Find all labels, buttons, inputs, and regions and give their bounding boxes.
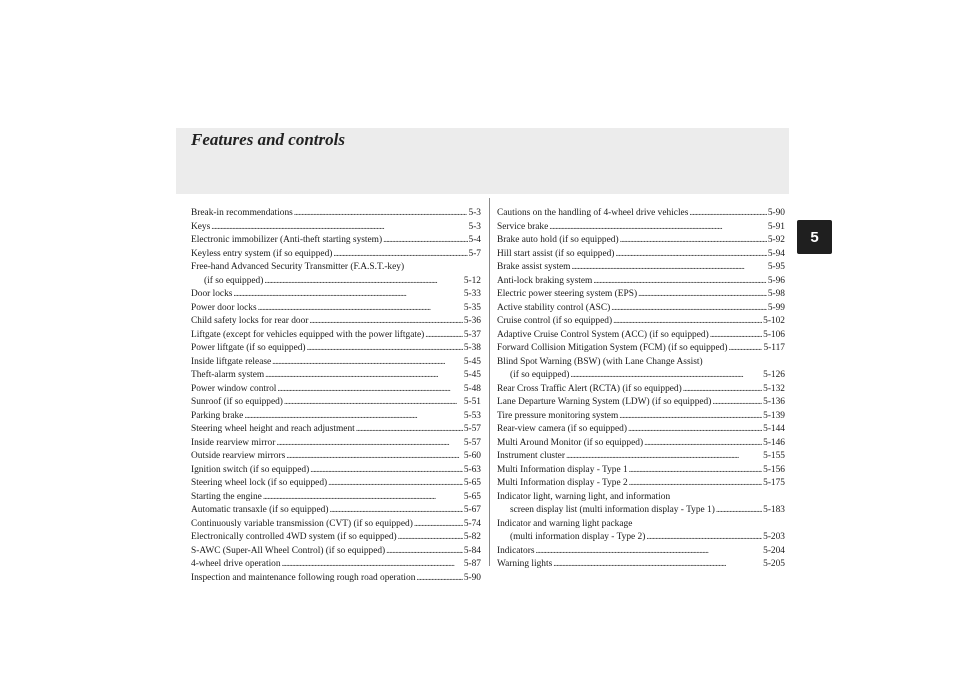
toc-line [191,450,481,464]
toc-line [497,261,785,275]
toc-page-number: 5-57 [463,424,481,434]
toc-line [191,356,481,370]
toc-leader-dots [263,491,463,505]
toc-leader-dots [712,396,762,410]
toc-line [497,423,785,437]
toc-entry[interactable] [497,383,785,397]
toc-leader-dots [286,450,463,464]
toc-leader-dots [570,369,762,383]
toc-page-number: 5-7 [468,248,481,259]
toc-line [191,275,481,289]
toc-entry[interactable] [191,464,481,478]
toc-leader-dots [272,356,463,370]
toc-line [191,221,481,235]
toc-page-number: 5-35 [463,302,481,313]
toc-entry-title: Rear Cross Traffic Alert (RCTA) (if so equipped) [497,383,682,394]
toc-page-number: 5-53 [463,410,481,421]
toc-entry[interactable] [191,248,481,262]
toc-page-number: 5-98 [767,289,785,299]
toc-entry-title: (if so equipped) [204,275,264,286]
toc-leader-dots [593,275,767,289]
toc-page-number: 5-204 [763,545,785,556]
toc-entry-title: (if so equipped) [510,370,570,380]
toc-entry[interactable] [497,342,785,356]
toc-entry-title: Automatic transaxle (if so equipped) [191,505,329,515]
toc-line [191,410,481,424]
toc-entry[interactable] [191,261,481,288]
toc-leader-dots [716,504,762,518]
toc-leader-dots [629,464,762,478]
toc-line [191,518,481,532]
toc-leader-dots [258,302,463,316]
toc-entry-title: Adaptive Cruise Control System (ACC) (if so equipped) [497,329,709,340]
toc-page-number: 5-90 [463,572,481,583]
toc-page-number: 5-155 [763,451,785,461]
toc-leader-dots [611,302,767,316]
toc-page-number: 5-57 [463,437,481,448]
toc-page-number: 5-94 [767,248,785,259]
toc-page-number: 5-139 [763,410,785,421]
toc-line [497,248,785,262]
toc-page-number: 5-63 [463,464,481,475]
toc-page-number: 5-4 [468,235,481,245]
toc-line [191,383,481,397]
toc-entry-title: Electronically controlled 4WD system (if so equipped) [191,532,397,542]
toc-page-number: 5-65 [463,491,481,502]
toc-line [497,531,785,545]
toc-line [497,221,785,235]
toc-line [191,234,481,248]
toc-line [497,450,785,464]
toc-page-number: 5-48 [463,383,481,394]
toc-line [191,396,481,410]
section-title: Features and controls [191,130,345,149]
toc-leader-dots [628,423,762,437]
toc-entry[interactable] [191,383,481,397]
toc-page-number: 5-117 [763,343,785,353]
toc-entry-title: Power door locks [191,302,257,313]
toc-page-number: 5-183 [763,505,785,515]
toc-page-number: 5-92 [767,235,785,245]
toc-entry-title: Inspection and maintenance following rough road operation [191,572,416,583]
toc-entry[interactable] [191,288,481,302]
toc-leader-dots [638,288,767,302]
toc-entry[interactable] [191,450,481,464]
toc-leader-dots [356,423,463,437]
toc-entry-title: 4-wheel drive operation [191,559,281,569]
toc-entry-title: Parking brake [191,410,244,421]
toc-entry-title: Keyless entry system (if so equipped) [191,248,333,259]
toc-leader-dots [566,450,762,464]
toc-line [497,518,785,532]
toc-entry-title: Forward Collision Mitigation System (FCM) (if so equipped) [497,343,728,353]
toc-entry[interactable] [497,207,785,221]
toc-line [191,315,481,329]
toc-entry-title: Tire pressure monitoring system [497,410,619,421]
toc-entry[interactable] [497,315,785,329]
toc-page-number: 5-144 [763,424,785,434]
toc-entry-title: Multi Information display - Type 1 [497,464,628,475]
toc-line [191,329,481,343]
toc-entry-title: Service brake [497,221,549,232]
toc-entry[interactable] [497,450,785,464]
toc-leader-dots [646,531,762,545]
toc-entry-title: Outside rearview mirrors [191,451,286,461]
toc-line [497,329,785,343]
toc-entry[interactable] [497,410,785,424]
toc-line [497,396,785,410]
toc-entry-title: Rear-view camera (if so equipped) [497,424,627,434]
toc-entry[interactable] [191,234,481,248]
toc-entry[interactable] [497,302,785,316]
toc-entry[interactable] [497,329,785,343]
toc-page-number: 5-45 [463,370,481,380]
toc-leader-dots [619,410,762,424]
toc-line [191,558,481,572]
toc-leader-dots [629,477,762,491]
toc-leader-dots [644,437,762,451]
toc-entry[interactable] [191,356,481,370]
toc-entry-title: Electronic immobilizer (Anti-theft starting system) [191,235,383,245]
toc-leader-dots [683,383,762,397]
toc-line [497,491,785,505]
toc-leader-dots [276,437,462,451]
toc-leader-dots [553,558,762,572]
toc-page-number: 5-82 [463,532,481,542]
toc-page-number: 5-33 [463,289,481,299]
toc-line [191,464,481,478]
toc-page-number: 5-36 [463,316,481,326]
toc-entry-title: Inside rearview mirror [191,437,276,448]
toc-entry[interactable] [191,315,481,329]
toc-page-number: 5-74 [463,518,481,529]
toc-entry[interactable] [191,342,481,356]
toc-entry-title: Brake auto hold (if so equipped) [497,235,619,245]
toc-leader-dots [211,221,467,235]
toc-line [497,207,785,221]
toc-entry[interactable] [497,275,785,289]
toc-entry-title: Blind Spot Warning (BSW) (with Lane Change Assist) [497,356,703,367]
toc-entry[interactable] [191,369,481,383]
toc-entry-title: Power window control [191,383,277,394]
toc-entry-title: Indicator light, warning light, and information [497,491,671,502]
toc-leader-dots [620,234,767,248]
toc-line [497,315,785,329]
toc-page-number: 5-87 [463,559,481,569]
toc-line [191,545,481,559]
toc-line [497,410,785,424]
toc-leader-dots [284,396,463,410]
toc-page-number: 5-205 [763,559,785,569]
toc-entry-title: Cruise control (if so equipped) [497,316,613,326]
toc-line [497,234,785,248]
toc-entry-title: Theft-alarm system [191,370,265,380]
toc-entry[interactable] [497,491,785,518]
toc-line [191,248,481,262]
toc-entry[interactable] [191,477,481,491]
toc-entry[interactable] [191,329,481,343]
toc-leader-dots [329,504,462,518]
toc-page-number: 5-65 [463,478,481,488]
toc-leader-dots [277,383,462,397]
toc-entry[interactable] [497,558,785,572]
toc-line [497,437,785,451]
toc-page-number: 5-60 [463,451,481,461]
toc-entry[interactable] [191,572,481,586]
toc-entry-title: Warning lights [497,559,553,569]
toc-leader-dots [728,342,762,356]
toc-entry-title: S-AWC (Super-All Wheel Control) (if so equipped) [191,545,386,556]
toc-page-number: 5-136 [763,397,785,407]
toc-entry[interactable] [191,207,481,221]
toc-entry-title: Lane Departure Warning System (LDW) (if so equipped) [497,397,712,407]
toc-entry[interactable] [497,477,785,491]
toc-entry[interactable] [497,464,785,478]
toc-line [497,275,785,289]
toc-leader-dots [571,261,766,275]
toc-entry-title: Indicator and warning light package [497,518,633,529]
toc-line [191,423,481,437]
toc-entry[interactable] [191,396,481,410]
column-divider [489,198,490,566]
toc-entry[interactable] [497,396,785,410]
toc-entry[interactable] [191,531,481,545]
toc-entry-title: Door locks [191,289,233,299]
toc-line [191,302,481,316]
toc-entry-title: Power liftgate (if so equipped) [191,343,306,353]
toc-page-number: 5-146 [763,437,785,448]
toc-column-left [191,207,481,585]
toc-page-number: 5-3 [468,208,481,218]
toc-leader-dots [282,558,463,572]
toc-entry-title: Electric power steering system (EPS) [497,289,638,299]
toc-entry-title: Steering wheel height and reach adjustment [191,424,355,434]
toc-page-number: 5-96 [767,275,785,286]
toc-entry[interactable] [497,248,785,262]
chapter-tab[interactable]: 5 [797,220,832,254]
toc-line [191,437,481,451]
toc-line [191,207,481,221]
toc-line [497,558,785,572]
toc-column-right [497,207,785,572]
toc-page-number: 5-132 [763,383,785,394]
toc-leader-dots [386,545,463,559]
toc-entry-title: Starting the engine [191,491,262,502]
toc-entry-title: Liftgate (except for vehicles equipped with the power liftgate) [191,329,425,340]
toc-leader-dots [310,464,463,478]
toc-entry-title: Indicators [497,545,535,556]
toc-entry[interactable] [497,545,785,559]
toc-leader-dots [244,410,462,424]
toc-entry[interactable] [497,261,785,275]
toc-leader-dots [309,315,462,329]
toc-page-number: 5-95 [767,262,785,272]
toc-entry[interactable] [191,221,481,235]
toc-entry[interactable] [497,221,785,235]
toc-line [191,491,481,505]
toc-page-number: 5-51 [463,397,481,407]
toc-line [191,342,481,356]
toc-entry[interactable] [497,288,785,302]
toc-page-number: 5-156 [763,464,785,475]
toc-entry-title: Child safety locks for rear door [191,316,309,326]
toc-entry[interactable] [191,410,481,424]
toc-entry-title: Brake assist system [497,262,571,272]
toc-page-number: 5-38 [463,343,481,353]
toc-entry[interactable] [191,302,481,316]
toc-line [497,477,785,491]
toc-line [497,342,785,356]
toc-leader-dots [710,329,762,343]
toc-line [191,288,481,302]
toc-leader-dots [416,572,462,586]
toc-line [497,545,785,559]
toc-line [191,261,481,275]
toc-page-number: 5-99 [767,302,785,313]
toc-page-number: 5-12 [463,275,481,286]
toc-leader-dots [414,518,463,532]
toc-entry[interactable] [191,504,481,518]
toc-leader-dots [689,207,766,221]
toc-entry[interactable] [191,423,481,437]
toc-entry[interactable] [191,437,481,451]
toc-entry[interactable] [497,437,785,451]
toc-entry-title: Continuously variable transmission (CVT) (if so equipped) [191,518,413,529]
toc-line [497,504,785,518]
toc-entry[interactable] [191,558,481,572]
toc-leader-dots [265,369,463,383]
toc-page-number: 5-203 [763,532,785,542]
toc-page-number: 5-106 [763,329,785,340]
toc-line [191,369,481,383]
toc-page-number: 5-90 [767,208,785,218]
toc-leader-dots [425,329,463,343]
toc-entry-title: (multi information display - Type 2) [510,532,646,542]
toc-leader-dots [333,248,467,262]
toc-line [497,464,785,478]
toc-entry-title: Multi Around Monitor (if so equipped) [497,437,644,448]
toc-entry-title: Steering wheel lock (if so equipped) [191,478,328,488]
toc-leader-dots [383,234,467,248]
toc-page-number: 5-175 [763,478,785,488]
toc-page-number: 5-91 [767,221,785,232]
toc-entry-title: Ignition switch (if so equipped) [191,464,310,475]
toc-line [191,477,481,491]
toc-page-number: 5-67 [463,505,481,515]
toc-leader-dots [613,315,762,329]
toc-leader-dots [294,207,468,221]
toc-page-number: 5-37 [463,329,481,340]
toc-entry-title: Keys [191,221,211,232]
toc-entry-title: Free-hand Advanced Security Transmitter (F.A.S.T.-key) [191,262,405,272]
toc-entry-title: Hill start assist (if so equipped) [497,248,615,259]
toc-entry-title: Sunroof (if so equipped) [191,397,283,407]
toc-leader-dots [264,275,462,289]
toc-line [497,369,785,383]
toc-entry[interactable] [497,234,785,248]
toc-line [191,504,481,518]
toc-entry[interactable] [497,423,785,437]
toc-leader-dots [233,288,462,302]
toc-line [497,383,785,397]
toc-leader-dots [549,221,767,235]
toc-leader-dots [398,531,463,545]
toc-entry[interactable] [497,518,785,545]
toc-entry-title: Break-in recommendations [191,208,293,218]
toc-entry[interactable] [191,545,481,559]
toc-page-number: 5-84 [463,545,481,556]
toc-page-number: 5-102 [763,316,785,326]
toc-page-number: 5-126 [763,370,785,380]
toc-leader-dots [328,477,463,491]
toc-entry-title: screen display list (multi information display - Type 1) [510,505,715,515]
toc-line [497,302,785,316]
toc-entry-title: Inside liftgate release [191,356,272,367]
toc-entry-title: Anti-lock braking system [497,275,593,286]
toc-page-number: 5-45 [463,356,481,367]
toc-leader-dots [536,545,763,559]
toc-entry-title: Instrument cluster [497,451,565,461]
toc-line [191,531,481,545]
toc-line [191,572,481,586]
toc-line [497,356,785,370]
toc-entry[interactable] [497,356,785,383]
toc-entry-title: Cautions on the handling of 4-wheel drive vehicles [497,208,689,218]
toc-entry-title: Active stability control (ASC) [497,302,611,313]
toc-entry-title: Multi Information display - Type 2 [497,478,628,488]
toc-entry[interactable] [191,518,481,532]
toc-line [497,288,785,302]
toc-leader-dots [307,342,463,356]
toc-page-number: 5-3 [468,221,481,232]
toc-entry[interactable] [191,491,481,505]
toc-leader-dots [615,248,766,262]
